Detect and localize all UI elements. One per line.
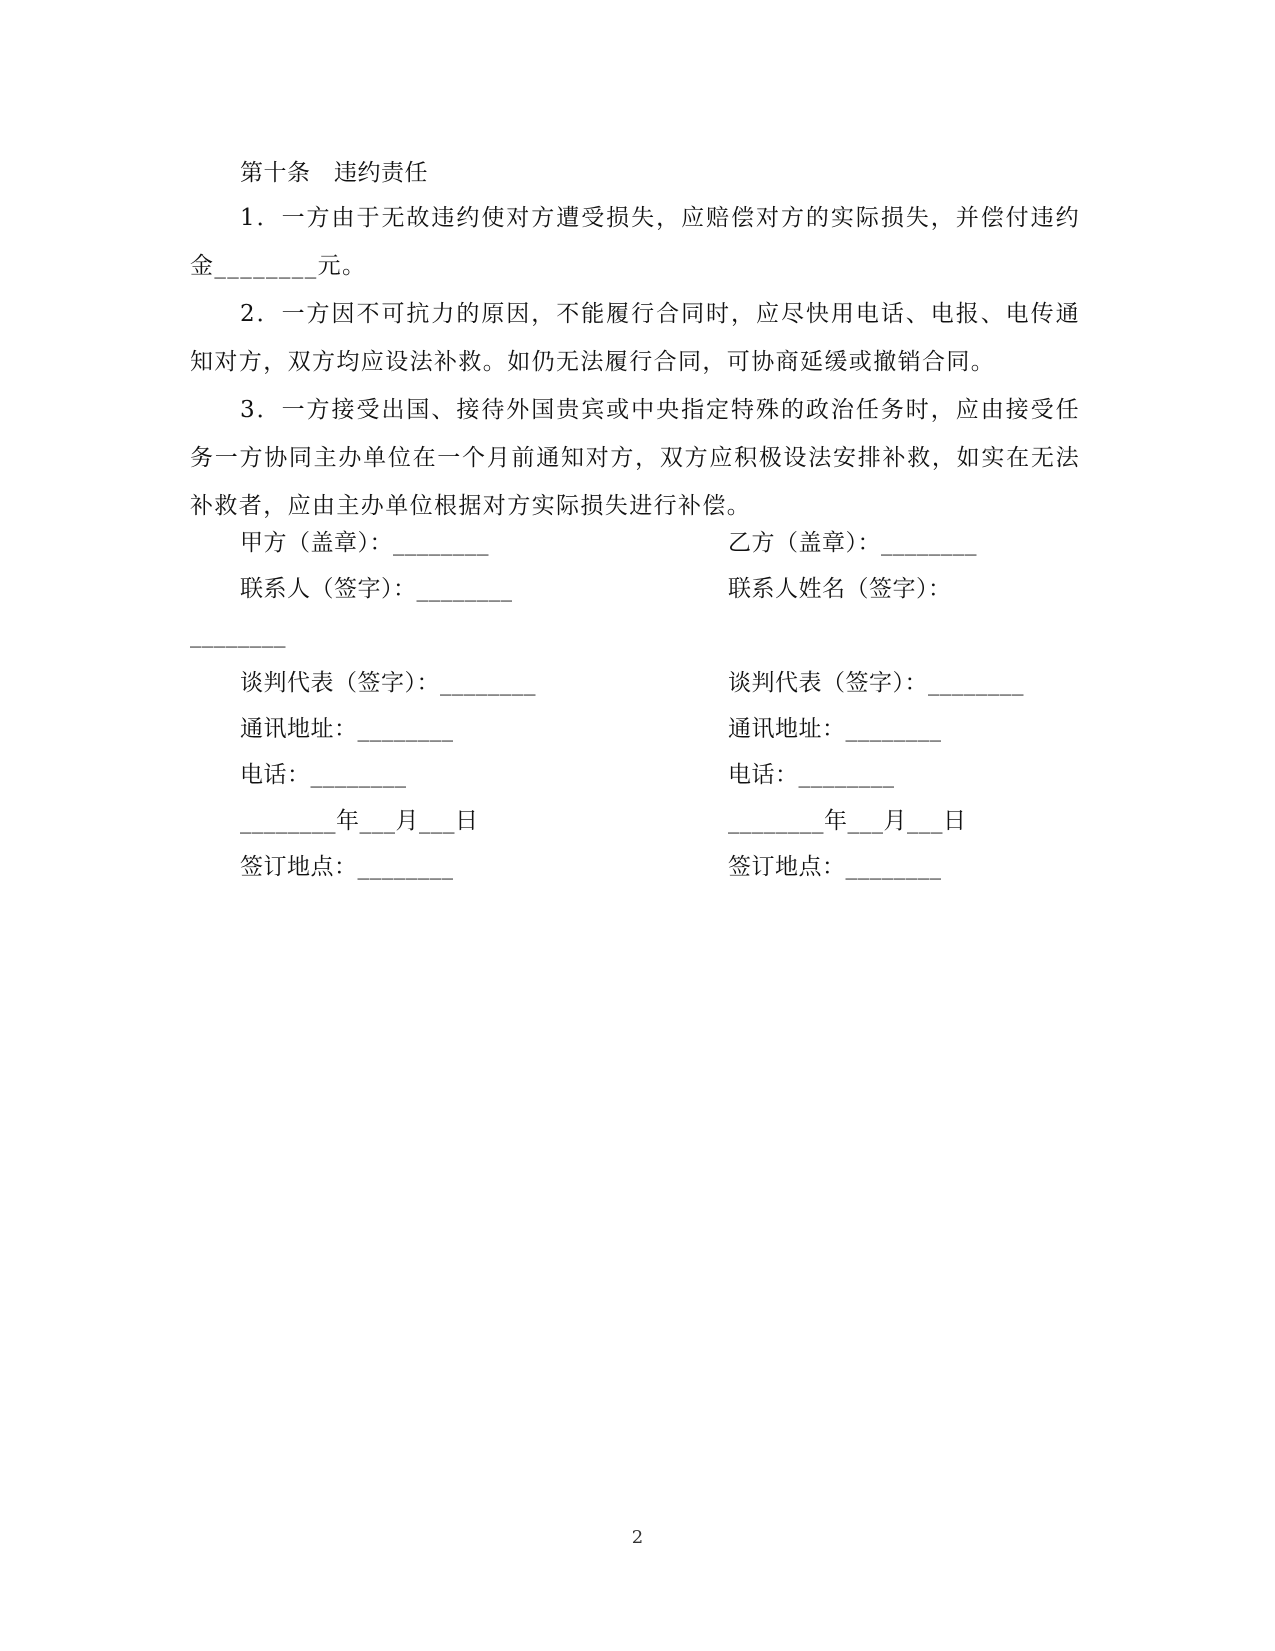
party-a-negotiator: 谈判代表（签字）：________ (240, 670, 536, 696)
party-b-seal: 乙方（盖章）：________ (728, 530, 977, 556)
party-b-contact: 联系人姓名（签字）： (728, 576, 952, 602)
party-a-date: ________年___月___日 (240, 808, 479, 834)
party-a-seal: 甲方（盖章）：________ (240, 530, 489, 556)
party-b-negotiator: 谈判代表（签字）：________ (728, 670, 1024, 696)
party-a-contact: 联系人（签字）：________ (240, 576, 513, 602)
section-heading: 第十条 违约责任 (240, 160, 428, 186)
page-number: 2 (631, 1527, 644, 1548)
party-b-phone: 电话：________ (728, 762, 895, 788)
party-a-address: 通讯地址：________ (240, 716, 454, 742)
party-a-phone: 电话：________ (240, 762, 407, 788)
party-b-date: ________年___月___日 (728, 808, 967, 834)
party-b-place: 签订地点：________ (728, 854, 942, 880)
party-a-place: 签订地点：________ (240, 854, 454, 880)
clause-1: 1．一方由于无故违约使对方遭受损失，应赔偿对方的实际损失，并偿付违约金________元。 (190, 205, 1080, 279)
clause-2: 2．一方因不可抗力的原因，不能履行合同时，应尽快用电话、电报、电传通知对方，双方均应设法补救。如仍无法履行合同，可协商延缓或撤销合同。 (190, 301, 1080, 375)
party-b-address: 通讯地址：________ (728, 716, 942, 742)
clause-3: 3．一方接受出国、接待外国贵宾或中央指定特殊的政治任务时，应由接受任务一方协同主办单位在一个月前通知对方，双方应积极设法安排补救，如实在无法补救者，应由主办单位根据对方实际损失进行补偿。 (190, 397, 1080, 519)
party-b-contact-blank: ________ (190, 622, 286, 648)
